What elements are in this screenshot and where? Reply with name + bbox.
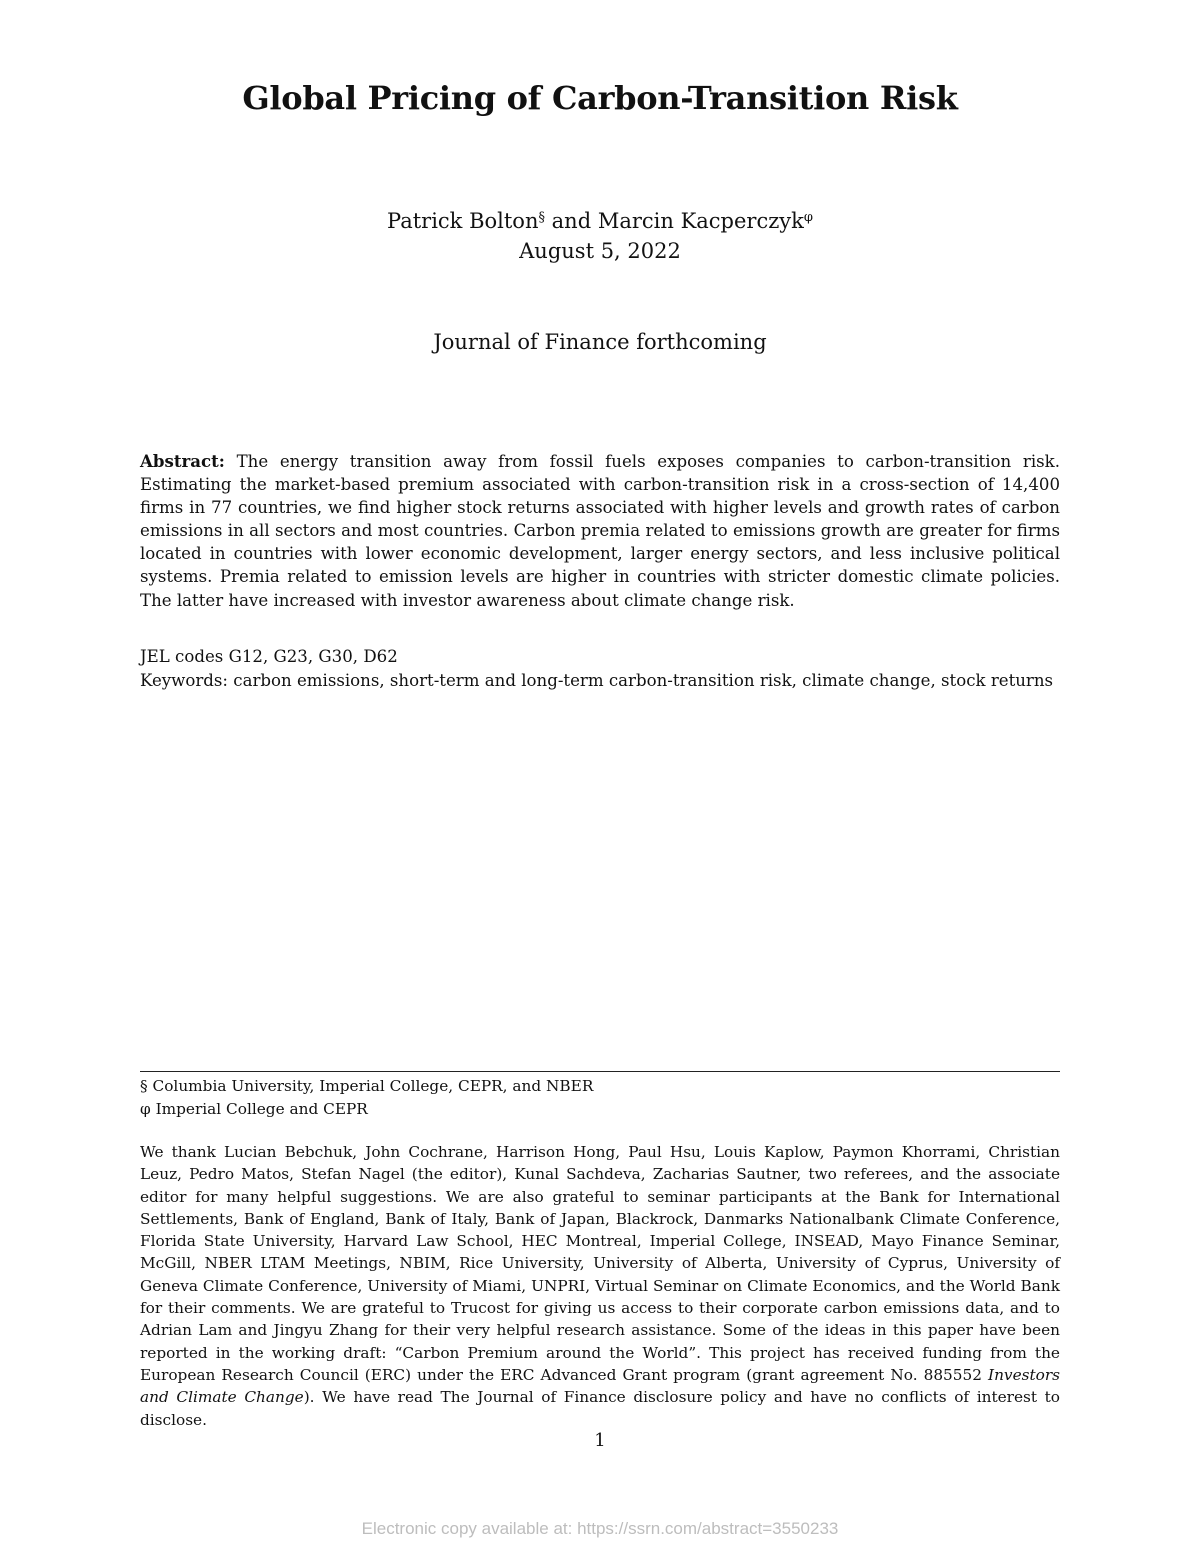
abstract-text: The energy transition away from fossil fuels exposes companies to carbon-transition risk. Estimating the market-based premium associated with carbon-transition risk in a cross-section of 14,400 firms in 77 countries, we find higher stock returns associated with higher levels and growth rates of carbon emissions in all sectors and most countries. Carbon premia related to emissions growth are greater for firms located in countries with lower economic development, larger energy sectors, and less inclusive political systems. Premia related to emission levels are higher in countries with stricter domestic climate policies. The latter have increased with investor awareness about climate change risk. bbox=[140, 452, 1060, 610]
paper-date: August 5, 2022 bbox=[519, 239, 681, 263]
footnote-affiliation: φ Imperial College and CEPR bbox=[140, 1100, 368, 1118]
acknowledgements-text: ). We have read The Journal of Finance disclosure policy and have no conflicts of interest to disclose. bbox=[140, 1388, 1060, 1429]
affiliation-mark: φ bbox=[803, 210, 813, 225]
abstract-label: Abstract: bbox=[140, 451, 225, 471]
author-connector: and bbox=[544, 209, 598, 233]
acknowledgements bbox=[140, 1141, 1060, 1431]
author-name: Patrick Bolton bbox=[387, 209, 539, 233]
affiliation-mark: § bbox=[538, 210, 545, 225]
page-number: 1 bbox=[594, 1430, 606, 1451]
grant-title: Investors and Climate Change bbox=[140, 1365, 1060, 1407]
journal-note: Journal of Finance forthcoming bbox=[433, 330, 767, 354]
keywords: Keywords: carbon emissions, short-term and long-term carbon-transition risk, climate change, stock returns bbox=[140, 671, 1054, 690]
footnote-divider bbox=[140, 1071, 1060, 1072]
author-name: Marcin Kacperczyk bbox=[597, 209, 804, 233]
acknowledgements-text: We thank Lucian Bebchuk, John Cochrane, Harrison Hong, Paul Hsu, Louis Kaplow, Paymon Khorrami, Christian Leuz, Pedro Matos, Stefan Nagel (the editor), Kunal Sachdeva, Zacharias Sautner, two referees, and the associate editor for many helpful suggestions. We are also grateful to seminar participants at the Bank for International Settlements, Bank of England, Bank of Italy, Bank of Japan, Blackrock, Danmarks Nationalbank Climate Conference, Florida State University, Harvard Law School, HEC Montreal, Imperial College, INSEAD, Mayo Finance Seminar, McGill, NBER LTAM Meetings, NBIM, Rice University, University of Alberta, University of Cyprus, University of Geneva Climate Conference, University of Miami, UNPRI, Virtual Seminar on Climate Economics, and the World Bank for their comments. We are grateful to Trucost for giving us access to their corporate carbon emissions data, and to Adrian Lam and Jingyu Zhang for their very helpful research assistance. Some of the ideas in this paper have been reported in the working draft: “Carbon Premium around the World”. This project has received funding from the European Research Council (ERC) under the ERC Advanced Grant program (grant agreement No. 885552 bbox=[140, 1143, 1060, 1384]
paper-title: Global Pricing of Carbon-Transition Risk bbox=[242, 79, 958, 117]
ssrn-notice: Electronic copy available at: https://ssrn.com/abstract=3550233 bbox=[361, 1519, 839, 1538]
footnote-affiliation: § Columbia University, Imperial College, CEPR, and NBER bbox=[140, 1077, 594, 1095]
abstract bbox=[140, 450, 1060, 612]
jel-codes: JEL codes G12, G23, G30, D62 bbox=[140, 647, 398, 666]
authors-line bbox=[0, 203, 1200, 236]
